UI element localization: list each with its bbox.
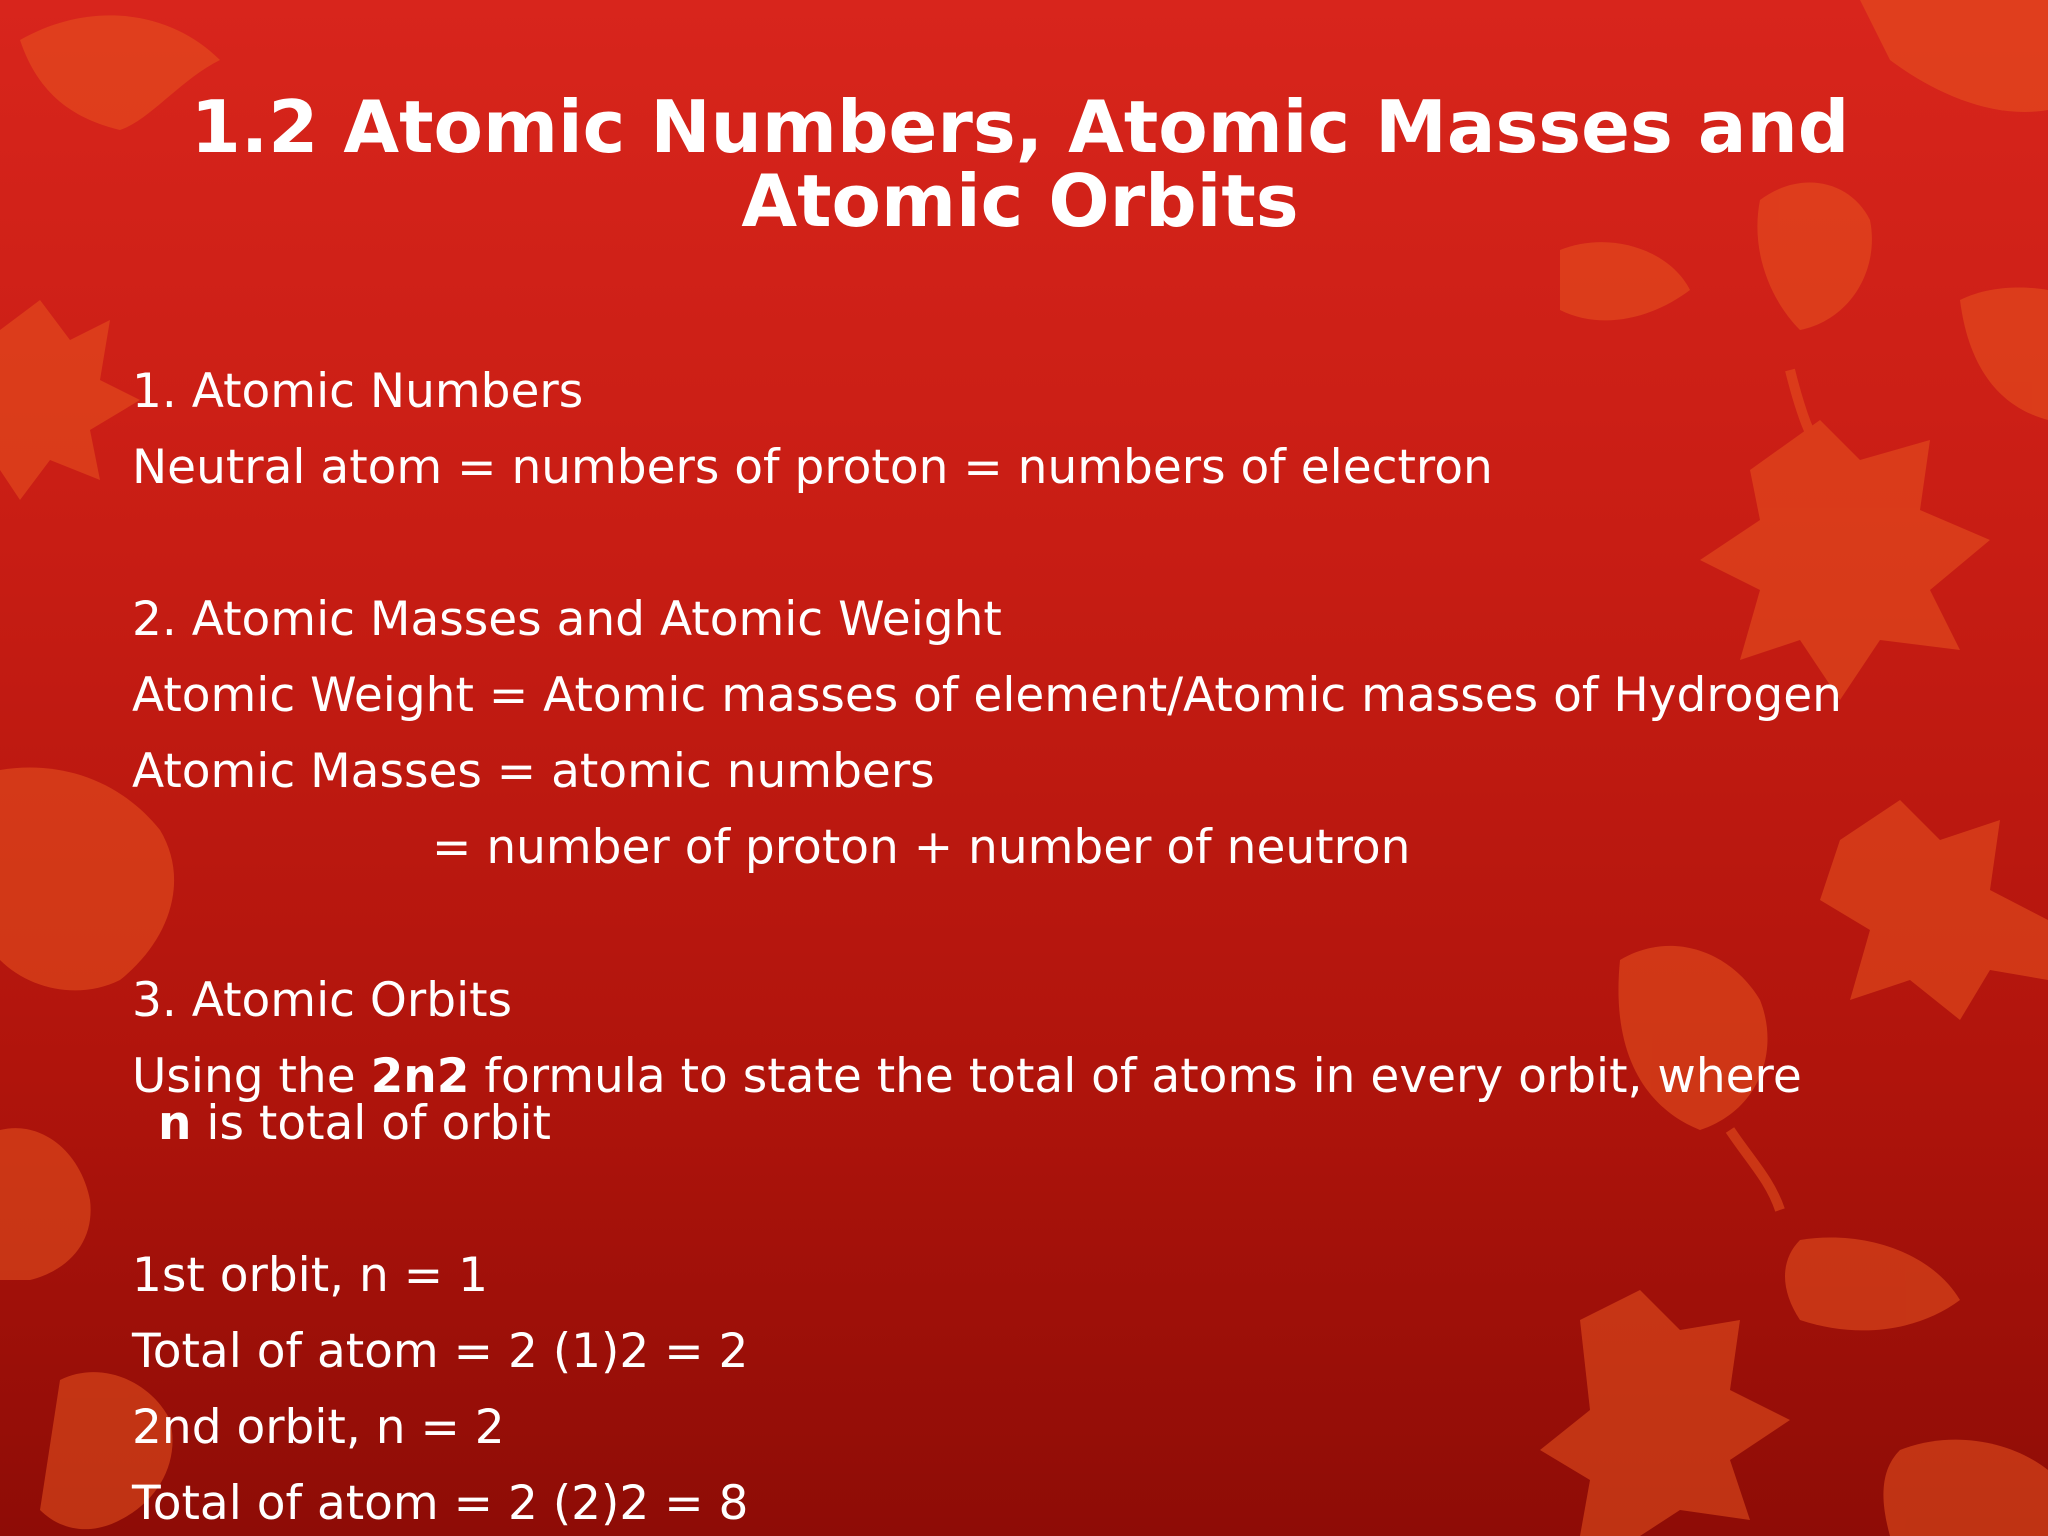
section-heading-atomic-orbits: 3. Atomic Orbits [132, 973, 513, 1028]
orbit-formula-text-c: is total of orbit [191, 1096, 551, 1151]
slide-title-line-2: Atomic Orbits [741, 159, 1299, 243]
section-heading-atomic-masses: 2. Atomic Masses and Atomic Weight [132, 592, 1002, 647]
second-orbit-line: 2nd orbit, n = 2 [132, 1400, 505, 1455]
first-orbit-line: 1st orbit, n = 1 [132, 1248, 488, 1303]
atomic-masses-formula-continued: = number of proton + number of neutron [432, 820, 1411, 875]
section-heading-atomic-numbers: 1. Atomic Numbers [132, 364, 584, 419]
orbit-formula-paragraph-continued [158, 1098, 551, 1150]
slide-title [100, 85, 1940, 243]
neutral-atom-statement: Neutral atom = numbers of proton = numbers of electron [132, 440, 1493, 495]
slide-title-line-1: 1.2 Atomic Numbers, Atomic Masses and [190, 85, 1850, 169]
second-orbit-total: Total of atom = 2 (2)2 = 8 [132, 1476, 749, 1531]
atomic-weight-formula: Atomic Weight = Atomic masses of element/Atomic masses of Hydrogen [132, 668, 1842, 723]
orbit-formula-bold-n: n [158, 1096, 192, 1151]
first-orbit-total: Total of atom = 2 (1)2 = 2 [132, 1324, 749, 1379]
atomic-masses-formula: Atomic Masses = atomic numbers [132, 744, 935, 799]
orbit-formula-text-b: formula to state the total of atoms in every orbit, where [469, 1049, 1802, 1104]
orbit-formula-text-a: Using the [132, 1049, 371, 1104]
orbit-formula-bold-2n2: 2n2 [370, 1049, 470, 1104]
